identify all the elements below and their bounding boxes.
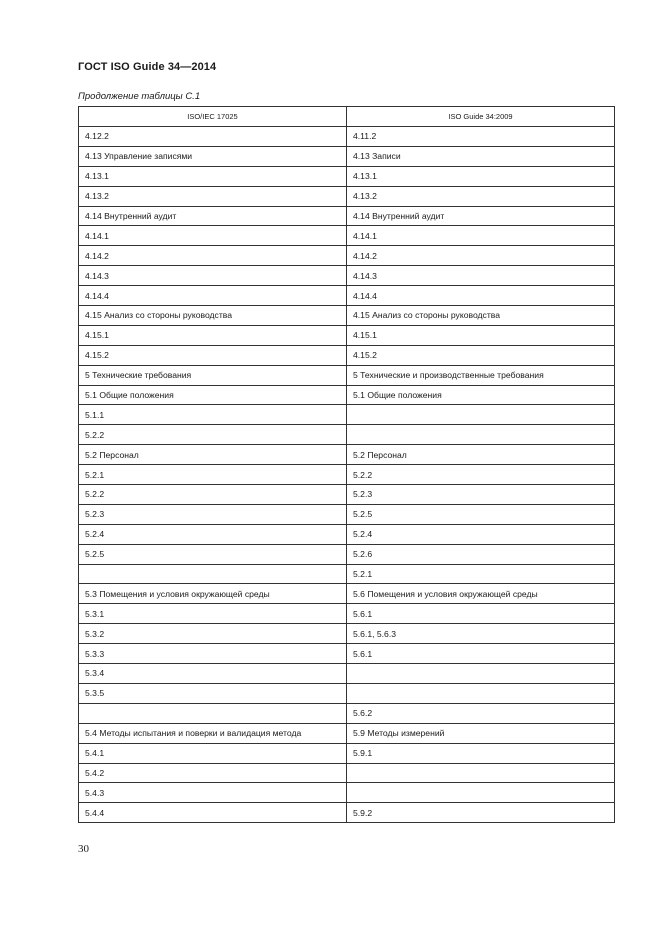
cell-iso-guide-34 (347, 763, 615, 783)
cell-iso-guide-34: 4.15 Анализ со стороны руководства (347, 306, 615, 326)
cell-iso-iec-17025: 4.13 Управление записями (79, 146, 347, 166)
table-row (79, 524, 615, 544)
cell-iso-iec-17025: 5.2 Персонал (79, 445, 347, 465)
cell-iso-guide-34: 5.9.1 (347, 743, 615, 763)
cell-iso-guide-34: 5.2.3 (347, 485, 615, 505)
table-row (79, 425, 615, 445)
table-row (79, 246, 615, 266)
table-header-row (79, 107, 615, 127)
cell-iso-guide-34: 4.15.2 (347, 345, 615, 365)
cell-iso-guide-34: 5.6 Помещения и условия окружающей среды (347, 584, 615, 604)
table-row (79, 763, 615, 783)
column-header-iso-iec-17025: ISO/IEC 17025 (79, 107, 347, 127)
table-row (79, 564, 615, 584)
table-row (79, 266, 615, 286)
cell-iso-guide-34: 5.2.6 (347, 544, 615, 564)
cell-iso-guide-34: 5.6.1 (347, 604, 615, 624)
table-row (79, 803, 615, 823)
cell-iso-iec-17025: 4.14.4 (79, 286, 347, 306)
table-row (79, 127, 615, 147)
cell-iso-guide-34: 5.2.4 (347, 524, 615, 544)
document-header: ГОСТ ISO Guide 34—2014 (78, 61, 217, 73)
correspondence-table (78, 106, 615, 823)
table-row (79, 783, 615, 803)
table-row (79, 306, 615, 326)
cell-iso-iec-17025: 5.2.3 (79, 504, 347, 524)
cell-iso-iec-17025: 4.15.1 (79, 325, 347, 345)
cell-iso-iec-17025: 5.3.3 (79, 644, 347, 664)
table-row (79, 703, 615, 723)
cell-iso-guide-34: 4.14.4 (347, 286, 615, 306)
table-row (79, 445, 615, 465)
cell-iso-guide-34: 5.2.2 (347, 465, 615, 485)
cell-iso-guide-34: 5.2.5 (347, 504, 615, 524)
table-row (79, 624, 615, 644)
cell-iso-iec-17025: 5.4.2 (79, 763, 347, 783)
cell-iso-guide-34: 4.14.3 (347, 266, 615, 286)
cell-iso-guide-34: 4.13 Записи (347, 146, 615, 166)
cell-iso-iec-17025: 5.2.2 (79, 425, 347, 445)
cell-iso-iec-17025: 5.4.1 (79, 743, 347, 763)
table-row (79, 664, 615, 684)
cell-iso-iec-17025: 5.2.4 (79, 524, 347, 544)
table-row (79, 644, 615, 664)
cell-iso-iec-17025: 5.3.2 (79, 624, 347, 644)
cell-iso-iec-17025 (79, 564, 347, 584)
table-row (79, 325, 615, 345)
cell-iso-iec-17025: 5.3 Помещения и условия окружающей среды (79, 584, 347, 604)
table-row (79, 465, 615, 485)
table-row (79, 743, 615, 763)
cell-iso-guide-34 (347, 683, 615, 703)
table-row (79, 345, 615, 365)
cell-iso-iec-17025: 4.14.2 (79, 246, 347, 266)
table-row (79, 206, 615, 226)
cell-iso-iec-17025: 4.13.1 (79, 166, 347, 186)
table-row (79, 166, 615, 186)
cell-iso-iec-17025: 5 Технические требования (79, 365, 347, 385)
cell-iso-guide-34: 5.9 Методы измерений (347, 723, 615, 743)
cell-iso-iec-17025: 4.15 Анализ со стороны руководства (79, 306, 347, 326)
table-row (79, 186, 615, 206)
cell-iso-guide-34: 5.6.1 (347, 644, 615, 664)
cell-iso-guide-34: 5.6.1, 5.6.3 (347, 624, 615, 644)
page-number: 30 (78, 843, 89, 855)
cell-iso-iec-17025: 5.2.5 (79, 544, 347, 564)
table-row (79, 584, 615, 604)
table-row (79, 723, 615, 743)
cell-iso-iec-17025: 4.14.3 (79, 266, 347, 286)
table-caption: Продолжение таблицы С.1 (78, 91, 201, 102)
cell-iso-iec-17025: 5.1.1 (79, 405, 347, 425)
cell-iso-iec-17025: 5.3.5 (79, 683, 347, 703)
table-row (79, 604, 615, 624)
cell-iso-guide-34: 4.11.2 (347, 127, 615, 147)
cell-iso-guide-34: 4.14.2 (347, 246, 615, 266)
table-row (79, 365, 615, 385)
cell-iso-iec-17025: 5.2.2 (79, 485, 347, 505)
table-row (79, 485, 615, 505)
table-row (79, 544, 615, 564)
cell-iso-guide-34 (347, 783, 615, 803)
cell-iso-guide-34: 4.14.1 (347, 226, 615, 246)
cell-iso-guide-34: 5.1 Общие положения (347, 385, 615, 405)
cell-iso-iec-17025: 4.15.2 (79, 345, 347, 365)
cell-iso-guide-34: 4.15.1 (347, 325, 615, 345)
cell-iso-guide-34: 5.6.2 (347, 703, 615, 723)
cell-iso-iec-17025: 4.12.2 (79, 127, 347, 147)
cell-iso-iec-17025: 4.14 Внутренний аудит (79, 206, 347, 226)
column-header-iso-guide-34: ISO Guide 34:2009 (347, 107, 615, 127)
cell-iso-guide-34 (347, 425, 615, 445)
table-row (79, 385, 615, 405)
table-row (79, 504, 615, 524)
table-body (79, 127, 615, 823)
table-row (79, 405, 615, 425)
cell-iso-iec-17025: 5.4.3 (79, 783, 347, 803)
table-row (79, 286, 615, 306)
cell-iso-guide-34: 5.9.2 (347, 803, 615, 823)
cell-iso-guide-34: 5.2.1 (347, 564, 615, 584)
table-row (79, 683, 615, 703)
cell-iso-guide-34: 5 Технические и производственные требования (347, 365, 615, 385)
table-header (79, 107, 615, 127)
cell-iso-guide-34: 4.13.1 (347, 166, 615, 186)
cell-iso-iec-17025: 4.13.2 (79, 186, 347, 206)
table-row (79, 226, 615, 246)
cell-iso-guide-34: 4.13.2 (347, 186, 615, 206)
cell-iso-guide-34 (347, 664, 615, 684)
cell-iso-guide-34: 5.2 Персонал (347, 445, 615, 465)
cell-iso-iec-17025: 5.4.4 (79, 803, 347, 823)
cell-iso-iec-17025: 5.4 Методы испытания и поверки и валидация метода (79, 723, 347, 743)
cell-iso-guide-34 (347, 405, 615, 425)
cell-iso-iec-17025: 4.14.1 (79, 226, 347, 246)
cell-iso-iec-17025: 5.3.4 (79, 664, 347, 684)
cell-iso-iec-17025: 5.3.1 (79, 604, 347, 624)
table-row (79, 146, 615, 166)
cell-iso-iec-17025: 5.2.1 (79, 465, 347, 485)
cell-iso-iec-17025 (79, 703, 347, 723)
cell-iso-guide-34: 4.14 Внутренний аудит (347, 206, 615, 226)
cell-iso-iec-17025: 5.1 Общие положения (79, 385, 347, 405)
